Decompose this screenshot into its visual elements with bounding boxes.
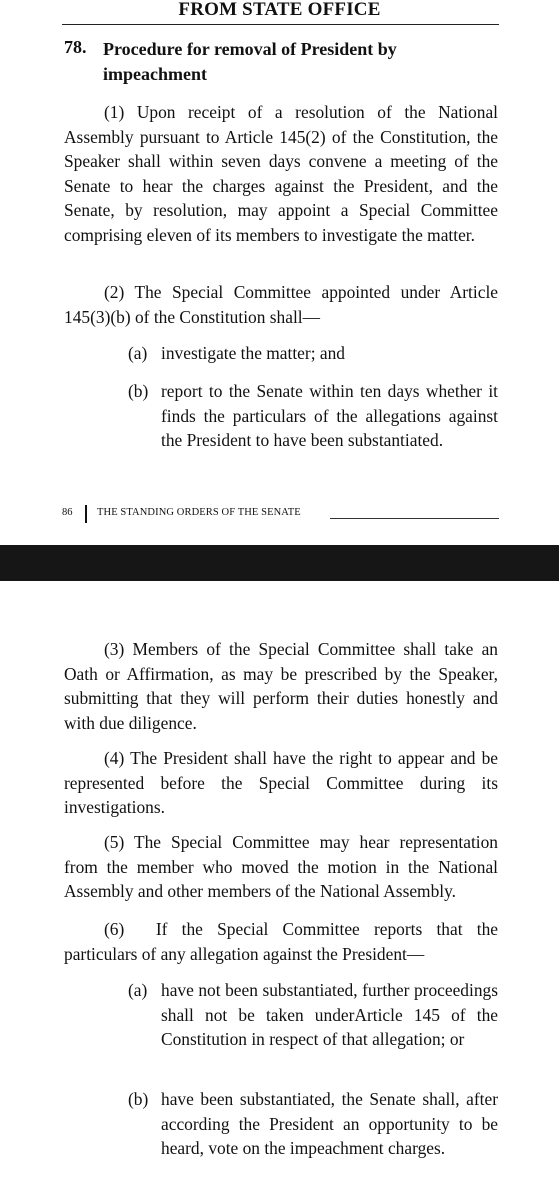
page-separator (0, 545, 559, 581)
list-item-label: (a) (128, 980, 148, 1000)
footer-rule (330, 518, 499, 519)
paragraph-3: (3) Members of the Special Committee shall take an Oath or Affirmation, as may be prescribed by the Speaker, submitting that they will perform their duties honestly and with due diligence. (64, 639, 498, 733)
page-footer (62, 505, 499, 525)
list-item-label: (b) (128, 381, 149, 401)
paragraph-2: (2) The Special Committee appointed under Article 145(3)(b) of the Constitution shall— (64, 282, 498, 327)
footer-title: THE STANDING ORDERS OF THE SENATE (97, 507, 301, 518)
paragraph-1: (1) Upon receipt of a resolution of the National Assembly pursuant to Article 145(2) of the Constitution, the Speaker shall within seven days convene a meeting of the Senate to hear the charges against the President, and the Senate, by resolution, may appoint a Special Committee comprising eleven of its members to investigate the matter. (64, 102, 498, 245)
paragraph-6: (6) If the Special Committee reports that the particulars of any allegation against the President— (64, 919, 498, 964)
list-item-text: investigate the matter; and (161, 343, 345, 363)
document-page-2 (0, 581, 559, 1200)
list-item-b (128, 379, 498, 453)
paragraph-5: (5) The Special Committee may hear representation from the member who moved the motion in the National Assembly and other members of the National Assembly. (64, 832, 498, 902)
paragraph-4: (4) The President shall have the right to appear and be represented before the Special Committee during its investigations. (64, 748, 498, 818)
list-item-label: (b) (128, 1089, 149, 1109)
list-item-a (128, 978, 498, 1052)
list-item-text: have not been substantiated, further proceedings shall not be taken underArticle 145 of the Constitution in respect of that allegation; or (161, 980, 498, 1050)
footer-divider (85, 505, 87, 523)
page-header: FROM STATE OFFICE (178, 0, 381, 20)
list-item-b (128, 1087, 498, 1161)
list-item-a (128, 341, 498, 366)
list-item-text: report to the Senate within ten days whether it finds the particulars of the allegations against the President to have been substantiated. (161, 381, 498, 451)
section-number: 78. (64, 37, 87, 57)
section-title: Procedure for removal of President by impeachment (103, 39, 397, 84)
page-number: 86 (62, 507, 73, 518)
list-item-text: have been substantiated, the Senate shall, after according the President an opportunity to be heard, vote on the impeachment charges. (161, 1089, 498, 1159)
header-rule (62, 24, 499, 25)
list-item-label: (a) (128, 343, 148, 363)
document-page-1 (0, 0, 559, 545)
